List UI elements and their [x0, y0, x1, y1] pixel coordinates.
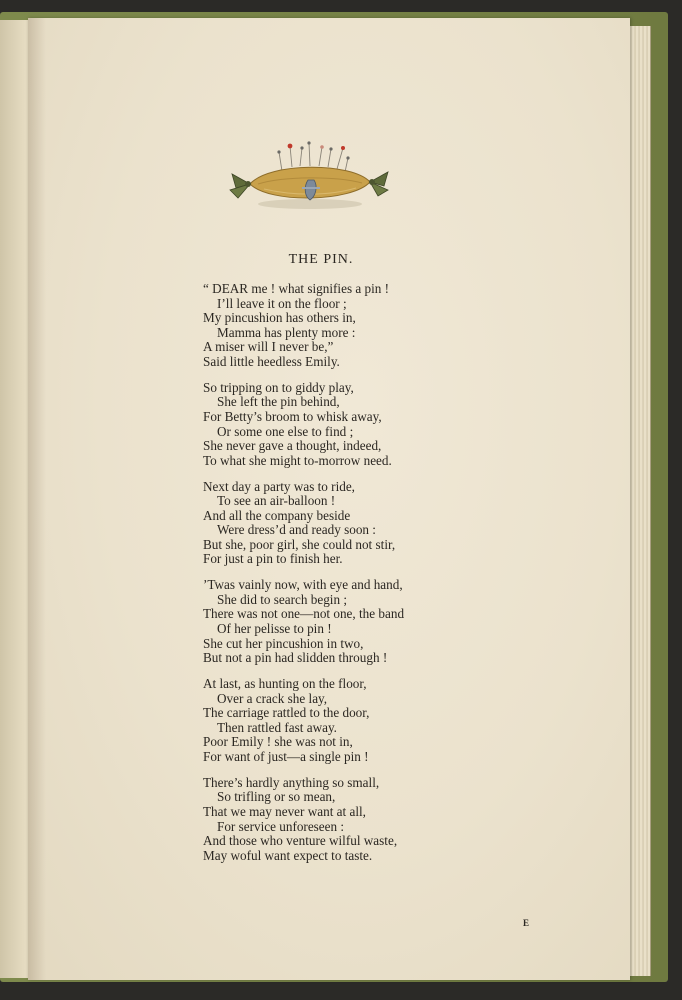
poem-line: To what she might to-morrow need. [203, 452, 392, 468]
opening-dropcap: “ D [203, 281, 222, 296]
poem-line: Poor Emily ! she was not in, [203, 734, 353, 750]
poem-line: The carriage rattled to the door, [203, 705, 370, 721]
poem-line: Then rattled fast away. [217, 719, 337, 735]
poem-line: There’s hardly anything so small, [203, 774, 380, 790]
poem-line: And all the company beside [203, 507, 351, 523]
poem-line: For just a pin to finish her. [203, 551, 343, 567]
poem-line: ’Twas vainly now, with eye and hand, [203, 577, 403, 593]
poem-line: That we may never want at all, [203, 803, 366, 819]
poem-line: Mamma has plenty more : [217, 324, 356, 340]
poem-line: Of her pelisse to pin ! [217, 621, 332, 637]
poem-line: So tripping on to giddy play, [203, 379, 354, 395]
poem-title: THE PIN. [288, 252, 354, 267]
stanza [203, 677, 503, 765]
opening-line-rest: me ! what signifies a pin ! [248, 281, 390, 296]
pincushion-illustration [224, 126, 390, 212]
poem-line: Were dress’d and ready soon : [217, 522, 376, 538]
poem-line: She did to search begin ; [217, 591, 348, 607]
poem-line: She left the pin behind, [217, 394, 340, 410]
poem-line: Or some one else to find ; [217, 423, 354, 439]
stanza [203, 480, 503, 568]
poem-line: Said little heedless Emily. [203, 353, 340, 369]
poem-line: I’ll leave it on the floor ; [217, 295, 347, 311]
poem-line: At last, as hunting on the floor, [203, 676, 367, 691]
poem-line: A miser will I never be,” [203, 339, 334, 355]
poem-line: She cut her pincushion in two, [203, 635, 364, 651]
poem-line: There was not one—not one, the band [203, 606, 405, 622]
poem-line: For want of just—a single pin ! [203, 748, 369, 764]
poem-line: For service unforeseen : [217, 818, 345, 834]
poem-line: For Betty’s broom to whisk away, [203, 408, 382, 424]
book-page [28, 18, 630, 980]
page-gutter-shadow [28, 18, 46, 980]
stanza [203, 578, 503, 666]
stanza [203, 282, 503, 370]
poem-line: To see an air-balloon ! [217, 493, 336, 509]
poem-line: My pincushion has others in, [203, 310, 356, 326]
poem-line: May woful want expect to taste. [203, 847, 373, 863]
poem-line-opening [203, 282, 503, 297]
poem-line: She never gave a thought, indeed, [203, 438, 382, 454]
poem-line: But not a pin had slidden through ! [203, 650, 388, 666]
poem-body [203, 282, 503, 875]
poem-line: Over a crack she lay, [217, 690, 328, 706]
stanza [203, 381, 503, 469]
poem-line: Next day a party was to ride, [203, 478, 355, 494]
poem-line: And those who venture wilful waste, [203, 833, 398, 849]
poem-line: But she, poor girl, she could not stir, [203, 536, 396, 552]
signature-mark: E [523, 918, 530, 928]
stanza [203, 776, 503, 864]
opening-small-caps: EAR [221, 281, 249, 296]
poem-line: So trifling or so mean, [217, 789, 336, 805]
